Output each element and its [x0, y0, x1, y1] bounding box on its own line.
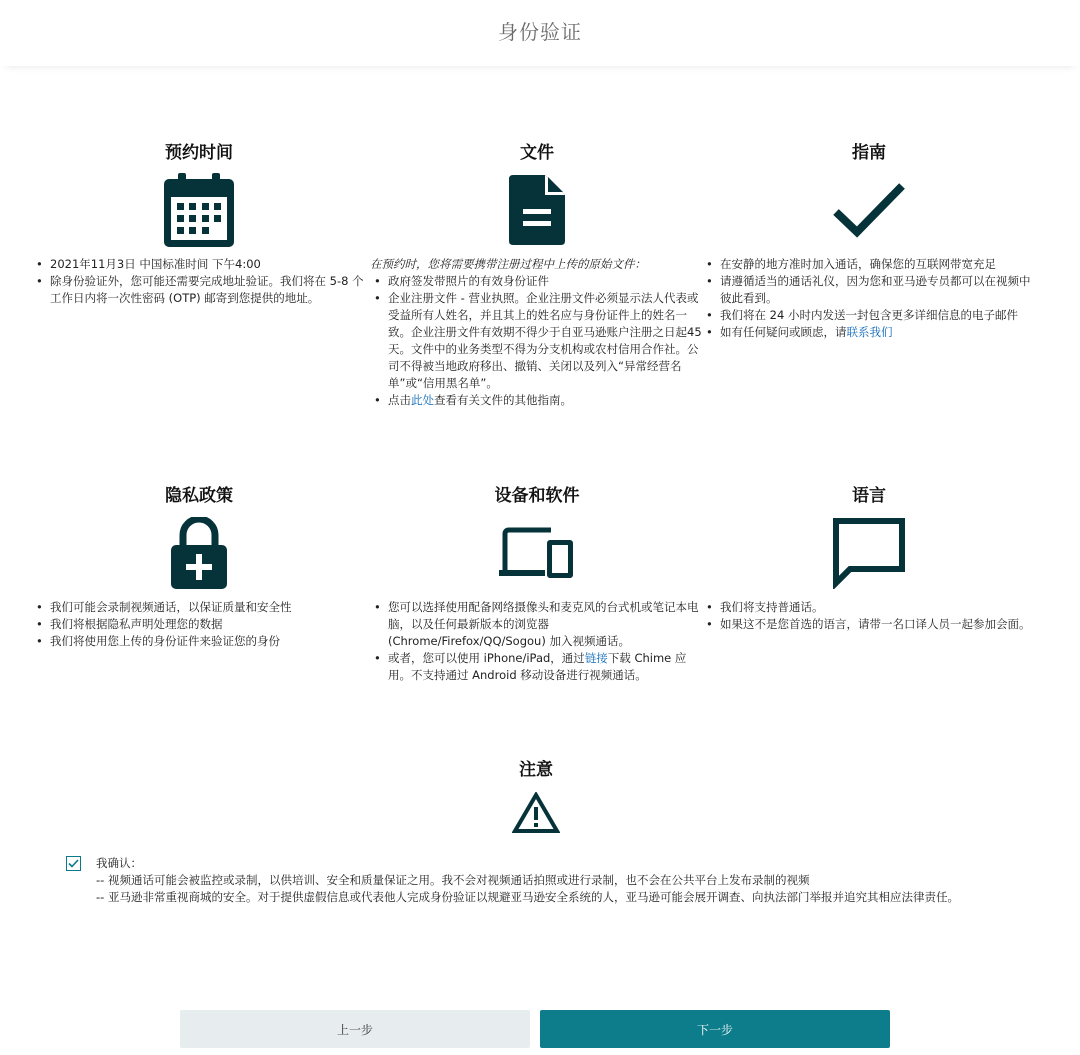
page-title: 身份验证 — [498, 20, 582, 44]
list-item: • 如果这不是您首选的语言，请带一名口译人员一起参加会面。 — [720, 616, 1036, 633]
contact-us-link[interactable]: 联系我们 — [846, 325, 893, 339]
documents-guide-link[interactable]: 此处 — [411, 393, 434, 407]
devices-icon — [370, 513, 704, 593]
document-icon — [370, 170, 704, 250]
chat-bubble-icon — [702, 513, 1036, 593]
list-item-text: 点击 — [388, 393, 411, 407]
confirm-line: -- 视频通话可能会被监控或录制，以供培训、安全和质量保证之用。我不会对视频通话拍照或进行录制，也不会在公共平台上发布录制的视频 — [96, 873, 810, 887]
section-title: 预约时间 — [165, 143, 233, 163]
list-item: • 企业注册文件 - 营业执照。企业注册文件必须显示法人代表或受益所有人姓名，并且其上的姓名应与身份证件上的姓名一致。企业注册文件有效期不得少于自亚马逊账户注册之日起45天。文件中的业务类型不得为分支机构或农村信用合作社。公司不得被当地政府移出、撤销、关闭以及列入“异常经营名单”或“信用黑名单”。 — [388, 290, 704, 392]
section-schedule — [32, 140, 366, 307]
lock-icon — [32, 513, 366, 593]
confirm-checkbox[interactable] — [66, 856, 81, 871]
list-item: • 我们将根据隐私声明处理您的数据 — [50, 616, 366, 633]
list-item-text: 或者，您可以使用 iPhone/iPad，通过 — [388, 651, 585, 665]
documents-intro: 在预约时，您将需要携带注册过程中上传的原始文件： — [370, 257, 646, 271]
list-item — [388, 392, 704, 409]
calendar-icon — [32, 170, 366, 250]
notice-title: 注意 — [519, 760, 553, 780]
confirm-line: -- 亚马逊非常重视商城的安全。对于提供虚假信息或代表他人完成身份验证以规避亚马逊安全系统的人，亚马逊可能会展开调查、向执法部门举报并追究其相应法律责任。 — [96, 890, 959, 904]
section-documents — [370, 140, 704, 409]
section-title: 隐私政策 — [165, 486, 233, 506]
list-item — [720, 324, 1036, 341]
warning-icon — [512, 792, 560, 838]
list-item: • 除身份验证外，您可能还需要完成地址验证。我们将在 5-8 个工作日内将一次性密码 (OTP) 邮寄到您提供的地址。 — [50, 273, 366, 307]
list-item: • 我们可能会录制视频通话，以保证质量和安全性 — [50, 599, 366, 616]
documents-list — [370, 273, 704, 409]
checkmark-icon — [68, 859, 79, 868]
previous-button[interactable]: 上一步 — [180, 1010, 530, 1048]
section-language — [702, 483, 1036, 633]
checkmark-icon — [702, 170, 1036, 250]
list-item: • 我们将使用您上传的身份证件来验证您的身份 — [50, 633, 366, 650]
section-devices — [370, 483, 704, 684]
list-item-text: 查看有关文件的其他指南。 — [434, 393, 572, 407]
list-item-text: 下载 Chime 应用。不支持通过 Android 移动设备进行视频通话。 — [388, 651, 687, 682]
list-item — [388, 650, 704, 684]
list-item-text: 如有任何疑问或顾虑，请 — [720, 325, 847, 339]
section-title: 文件 — [520, 143, 554, 163]
list-item: • 我们将支持普通话。 — [720, 599, 1036, 616]
schedule-list — [32, 256, 366, 307]
next-button[interactable]: 下一步 — [540, 1010, 890, 1048]
list-item: • 我们将在 24 小时内发送一封包含更多详细信息的电子邮件 — [720, 307, 1036, 324]
list-item: • 您可以选择使用配备网络摄像头和麦克风的台式机或笔记本电脑，以及任何最新版本的浏览器 (Chrome/Firefox/QQ/Sogou) 加入视频通话。 — [388, 599, 704, 650]
confirm-block — [66, 855, 1046, 906]
privacy-list — [32, 599, 366, 650]
guide-list — [702, 256, 1036, 341]
section-title: 指南 — [852, 143, 886, 163]
page-header — [0, 0, 1080, 66]
list-item: • 在安静的地方准时加入通话，确保您的互联网带宽充足 — [720, 256, 1036, 273]
list-item: • 2021年11月3日 中国标准时间 下午4:00 — [50, 256, 366, 273]
confirm-heading: 我确认： — [96, 856, 142, 870]
section-guide — [702, 140, 1036, 341]
section-title: 语言 — [852, 486, 886, 506]
section-privacy — [32, 483, 366, 650]
list-item: • 政府签发带照片的有效身份证件 — [388, 273, 704, 290]
list-item: • 请遵循适当的通话礼仪，因为您和亚马逊专员都可以在视频中彼此看到。 — [720, 273, 1036, 307]
section-title: 设备和软件 — [494, 486, 580, 506]
language-list — [702, 599, 1036, 633]
devices-list — [370, 599, 704, 684]
confirm-text — [96, 855, 1046, 906]
chime-download-link[interactable]: 链接 — [584, 651, 608, 665]
